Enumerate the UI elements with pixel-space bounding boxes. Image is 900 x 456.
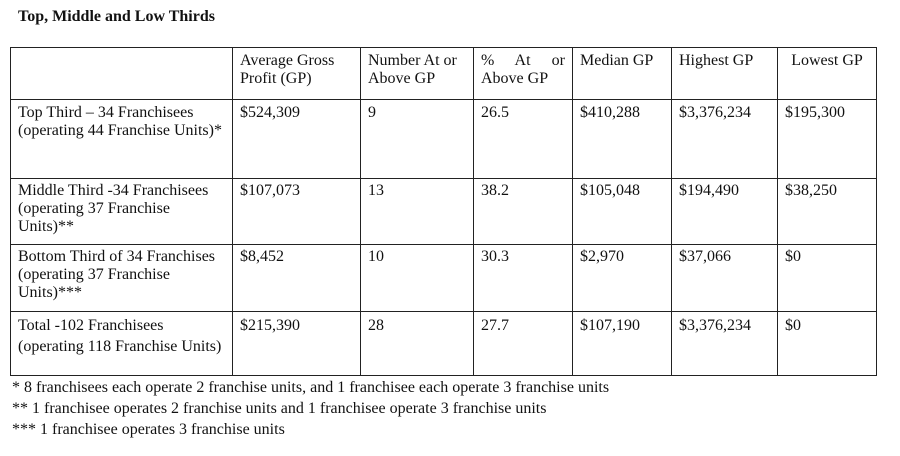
cell-percent-at-above: 38.2	[474, 179, 573, 245]
cell-lowest-gp: $0	[778, 312, 877, 376]
table-header-row	[11, 48, 877, 100]
table-row-top-third	[11, 100, 877, 179]
cell-average-gp: $215,390	[233, 312, 361, 376]
thirds-table	[10, 47, 877, 376]
cell-median-gp: $2,970	[573, 245, 672, 312]
cell-highest-gp: $194,490	[672, 179, 778, 245]
table-row-middle-third	[11, 179, 877, 245]
table-row-total	[11, 312, 877, 376]
header-cell-highest-gp: Highest GP	[672, 48, 778, 100]
cell-lowest-gp: $38,250	[778, 179, 877, 245]
cell-highest-gp: $37,066	[672, 245, 778, 312]
cell-number-at-above: 9	[361, 100, 474, 179]
footnotes	[12, 377, 609, 440]
cell-highest-gp: $3,376,234	[672, 312, 778, 376]
cell-highest-gp: $3,376,234	[672, 100, 778, 179]
row-label: Top Third – 34 Franchisees (operating 44 Franchise Units)*	[11, 100, 233, 179]
cell-number-at-above: 10	[361, 245, 474, 312]
header-cell-number-at-above: Number At or Above GP	[361, 48, 474, 100]
cell-percent-at-above: 26.5	[474, 100, 573, 179]
table-row-bottom-third	[11, 245, 877, 312]
cell-average-gp: $524,309	[233, 100, 361, 179]
cell-lowest-gp: $195,300	[778, 100, 877, 179]
cell-median-gp: $107,190	[573, 312, 672, 376]
header-cell-median-gp: Median GP	[573, 48, 672, 100]
header-cell-percent-at-above: % At or Above GP	[474, 48, 573, 100]
row-label: Total -102 Franchisees (operating 118 Franchise Units)	[11, 312, 233, 376]
row-label: Middle Third -34 Franchisees (operating 37 Franchise Units)**	[11, 179, 233, 245]
header-cell-average-gp: Average Gross Profit (GP)	[233, 48, 361, 100]
cell-percent-at-above: 27.7	[474, 312, 573, 376]
header-cell-lowest-gp: Lowest GP	[778, 48, 877, 100]
footnote-2: ** 1 franchisee operates 2 franchise units and 1 franchisee operate 3 franchise units	[12, 400, 547, 417]
cell-average-gp: $8,452	[233, 245, 361, 312]
document-title: Top, Middle and Low Thirds	[18, 8, 215, 25]
cell-median-gp: $105,048	[573, 179, 672, 245]
header-cell-blank	[11, 48, 233, 100]
cell-median-gp: $410,288	[573, 100, 672, 179]
footnote-1: * 8 franchisees each operate 2 franchise units, and 1 franchisee each operate 3 franchise units	[12, 379, 610, 396]
cell-percent-at-above: 30.3	[474, 245, 573, 312]
row-label: Bottom Third of 34 Franchises (operating 37 Franchise Units)***	[11, 245, 233, 312]
cell-number-at-above: 28	[361, 312, 474, 376]
cell-average-gp: $107,073	[233, 179, 361, 245]
footnote-3: *** 1 franchisee operates 3 franchise units	[12, 421, 285, 438]
cell-number-at-above: 13	[361, 179, 474, 245]
cell-lowest-gp: $0	[778, 245, 877, 312]
